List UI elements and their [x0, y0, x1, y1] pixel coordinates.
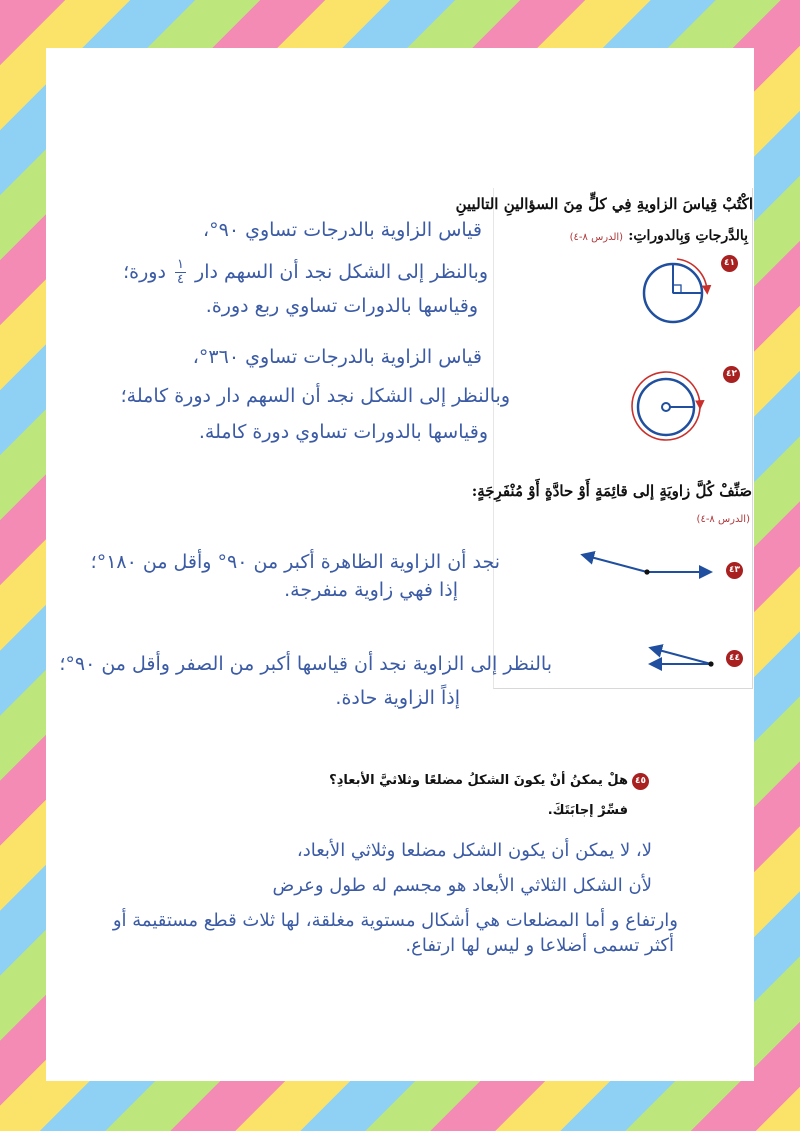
- question-45-text: هلْ يمكنُ أنْ يكونَ الشكلُ مضلعًا وثلاثيَّ الأبعادِ؟: [329, 773, 628, 788]
- answer-41-line2: [123, 258, 488, 287]
- panel-title-line1: اكْتُبْ قِياسَ الزاويةِ فِي كلٍّ مِنَ السؤالينِ التاليينِ: [455, 195, 753, 213]
- question-42-badge: ٤٢: [723, 366, 740, 383]
- fraction-numerator: ١: [176, 257, 184, 272]
- classify-title: صَنِّفْ كُلَّ زاويَةٍ إلى قائِمَةٍ أَوْ حادَّةٍ أَوْ مُنْفَرِجَةٍ:: [471, 482, 752, 500]
- question-45-badge: ٤٥: [632, 773, 649, 790]
- answer-42-line3: وقياسها بالدورات تساوي دورة كاملة.: [198, 421, 488, 443]
- panel-title-ref: (الدرس ٨-٤): [569, 232, 624, 243]
- answer-45-line4: أكثر تسمى أضلاعا و ليس لها ارتفاع.: [405, 935, 674, 956]
- acute-angle-figure: [645, 638, 725, 678]
- fraction-denominator: ٤: [176, 272, 184, 287]
- answer-42-line1: قياس الزاوية بالدرجات تساوي ٣٦٠°،: [192, 346, 482, 368]
- answer-45-line1: لا، لا يمكن أن يكون الشكل مضلعا وثلاثي الأبعاد،: [296, 840, 652, 861]
- answer-44-line1: بالنظر إلى الزاوية نجد أن قياسها أكبر من الصفر وأقل من ٩٠°؛: [59, 653, 552, 675]
- obtuse-angle-figure: [578, 552, 718, 592]
- question-45-explain: فسِّرْ إجابَتَكَ.: [547, 803, 628, 818]
- answer-43-line1: نجد أن الزاوية الظاهرة أكبر من ٩٠° وأقل من ١٨٠°؛: [90, 551, 500, 573]
- question-41-badge: ٤١: [721, 255, 738, 272]
- question-43-badge: ٤٣: [726, 562, 743, 579]
- answer-44-line2: إذاً الزاوية حادة.: [335, 687, 460, 709]
- answer-45-line2: لأن الشكل الثلاثي الأبعاد هو مجسم له طول وعرض: [272, 875, 652, 896]
- answer-41-line2-end: دورة؛: [123, 261, 166, 283]
- answer-42-line2: وبالنظر إلى الشكل نجد أن السهم دار دورة كاملة؛: [120, 385, 510, 407]
- answer-45-line3: وارتفاع و أما المضلعات هي أشكال مستوية مغلقة، لها ثلاث قطع مستقيمة أو: [112, 910, 678, 931]
- answer-43-line2: إذا فهي زاوية منفرجة.: [284, 579, 458, 601]
- classify-ref: (الدرس ٨-٤): [696, 514, 750, 525]
- answer-41-line2-start: وبالنظر إلى الشكل نجد أن السهم دار: [195, 261, 488, 283]
- question-44-badge: ٤٤: [726, 650, 743, 667]
- full-turn-circle-figure: [620, 355, 720, 455]
- quarter-fraction: [175, 258, 186, 287]
- right-angle-circle-figure: [620, 240, 720, 340]
- panel-title-line2: بِالدَّرجاتِ وَبِالدوراتِ:: [628, 228, 748, 244]
- answer-41-line1: قياس الزاوية بالدرجات تساوي ٩٠°،: [202, 219, 482, 241]
- answer-41-line3: وقياسها بالدورات تساوي ربع دورة.: [205, 295, 478, 317]
